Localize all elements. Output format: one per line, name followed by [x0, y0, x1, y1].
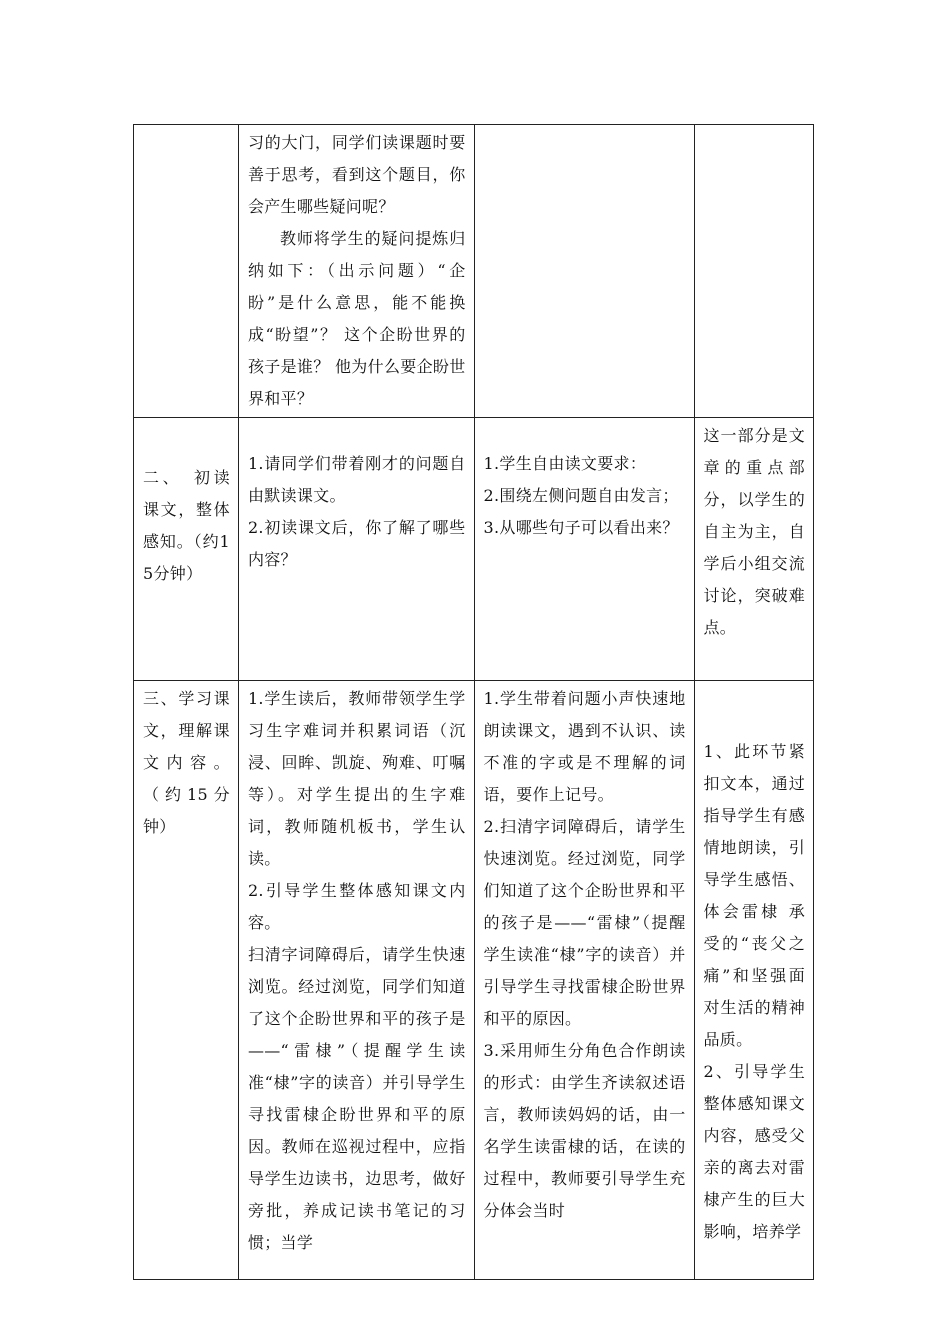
- design-intent-cell: [694, 681, 814, 1280]
- stage-cell: [134, 125, 239, 418]
- teacher-paragraph: 1.请同学们带着刚才的问题自由默读课文。: [247, 454, 466, 505]
- intent-paragraph: 这一部分是文章的重点部分，以学生的自主为主，自学后小组交流讨论，突破难点。: [703, 426, 805, 637]
- teacher-paragraph: 教师将学生的疑问提炼归纳如下：（出示问题）“企盼”是什么意思，能不能换成“盼望”？ 这个企盼世界的孩子是谁？ 他为什么要企盼世界和平？: [247, 229, 466, 408]
- intent-paragraph: 1、此环节紧扣文本，通过指导学生有感情地朗读，引导学生感悟、体会雷棣 承受的“丧父之痛”和坚强面对生活的精神品质。: [703, 742, 805, 1049]
- student-paragraph: 2.扫清字词障碍后，请学生快速浏览。经过浏览，同学们知道了这个企盼世界和平的孩子是——“雷棣”（提醒学生读准“棣”字的读音）并引导学生寻找雷棣企盼世界和平的原因。: [483, 817, 686, 1028]
- stage-cell: [134, 418, 239, 681]
- teacher-activity-cell: [238, 681, 474, 1280]
- teacher-paragraph: 扫清字词障碍后，请学生快速浏览。经过浏览，同学们知道了这个企盼世界和平的孩子是——“雷棣”（提醒学生读准“棣”字的读音）并引导学生寻找雷棣企盼世界和平的原因。教师在巡视过程中，应指导学生边读书，边思考，做好旁批，养成记读书笔记的习惯；当学: [247, 945, 466, 1252]
- teacher-paragraph: 习的大门，同学们读课题时要善于思考，看到这个题目，你会产生哪些疑问呢？: [247, 133, 466, 216]
- lesson-plan-table: [133, 124, 814, 1280]
- design-intent-cell: [694, 418, 814, 681]
- table-row: [134, 418, 814, 681]
- stage-cell: [134, 681, 239, 1280]
- table-row: [134, 125, 814, 418]
- student-paragraph: 3.采用师生分角色合作朗读的形式：由学生齐读叙述语言，教师读妈妈的话，由一名学生读雷棣的话，在读的过程中，教师要引导学生充分体会当时: [483, 1041, 686, 1220]
- student-activity-cell: [474, 418, 694, 681]
- intent-paragraph: 2、引导学生整体感知课文内容，感受父亲的离去对雷棣产生的巨大影响，培养学: [703, 1062, 805, 1241]
- student-activity-cell: [474, 681, 694, 1280]
- table-row: [134, 681, 814, 1280]
- student-paragraph: 1.学生自由读文要求：: [483, 454, 647, 473]
- stage-label: 二、 初读课文，整体感知。（约15分钟）: [143, 468, 230, 583]
- stage-label: 三、学习课文，理解课文内容。（约15分钟）: [143, 689, 230, 836]
- teacher-activity-cell: [238, 418, 474, 681]
- teacher-paragraph: 2.初读课文后，你了解了哪些内容？: [247, 518, 466, 569]
- teacher-activity-cell: [238, 125, 474, 418]
- student-paragraph: 3.从哪些句子可以看出来？: [483, 518, 679, 537]
- student-paragraph: 1.学生带着问题小声快速地朗读课文，遇到不认识、读不准的字或是不理解的词语，要作上记号。: [483, 689, 686, 804]
- student-paragraph: 2.围绕左侧问题自由发言；: [483, 486, 679, 505]
- teacher-paragraph: 1.学生读后，教师带领学生学习生字难词并积累词语（沉浸、回眸、凯旋、殉难、叮嘱等）。对学生提出的生字难词，教师随机板书，学生认读。: [247, 689, 466, 868]
- design-intent-cell: [694, 125, 814, 418]
- student-activity-cell: [474, 125, 694, 418]
- table-body: [134, 125, 814, 1280]
- teacher-paragraph: 2.引导学生整体感知课文内容。: [247, 881, 466, 932]
